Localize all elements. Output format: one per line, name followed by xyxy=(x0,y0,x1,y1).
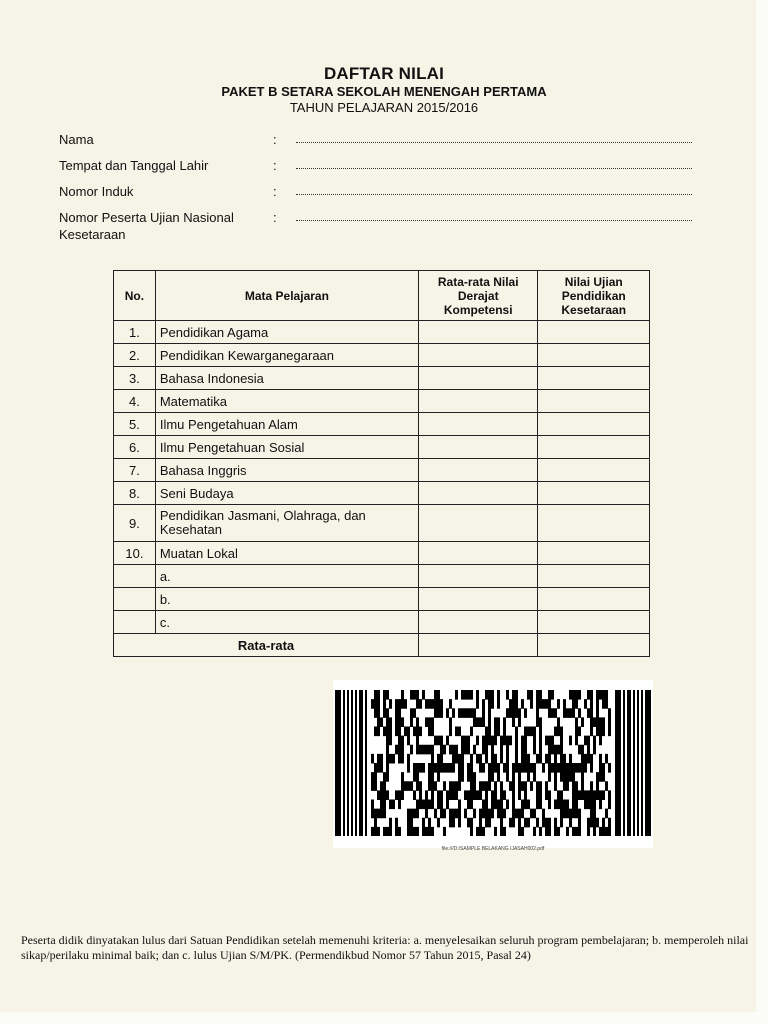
table-row xyxy=(114,505,650,542)
document-header xyxy=(0,64,768,116)
identity-row-birth xyxy=(59,157,699,183)
competency-cell xyxy=(418,321,537,344)
row-subject: Ilmu Pengetahuan Sosial xyxy=(155,436,418,459)
page-edge xyxy=(0,1012,768,1024)
row-no: 1. xyxy=(114,321,156,344)
competency-cell xyxy=(418,413,537,436)
identity-label: Tempat dan Tanggal Lahir xyxy=(59,158,209,173)
exam-cell xyxy=(538,588,650,611)
competency-cell xyxy=(418,542,537,565)
fill-in-line xyxy=(296,142,692,143)
row-subject: Pendidikan Kewarganegaraan xyxy=(155,344,418,367)
competency-cell xyxy=(418,367,537,390)
identity-label: Nomor Peserta Ujian Nasional Kesetaraan xyxy=(59,210,234,242)
page-edge xyxy=(756,0,768,1024)
table-row xyxy=(114,588,650,611)
exam-cell xyxy=(538,367,650,390)
exam-cell xyxy=(538,482,650,505)
identity-colon: : xyxy=(273,158,277,173)
table-row xyxy=(114,542,650,565)
row-subject: Ilmu Pengetahuan Alam xyxy=(155,413,418,436)
table-row xyxy=(114,413,650,436)
competency-cell xyxy=(418,344,537,367)
table-header-row xyxy=(114,271,650,321)
average-label: Rata-rata xyxy=(114,634,419,657)
exam-average-cell xyxy=(538,634,650,657)
competency-average-cell xyxy=(418,634,537,657)
competency-cell xyxy=(418,436,537,459)
table-row xyxy=(114,321,650,344)
row-subject: Matematika xyxy=(155,390,418,413)
exam-cell xyxy=(538,413,650,436)
row-subject: Pendidikan Agama xyxy=(155,321,418,344)
exam-cell xyxy=(538,459,650,482)
row-no xyxy=(114,588,156,611)
row-subject: Muatan Lokal xyxy=(155,542,418,565)
fill-in-line xyxy=(296,168,692,169)
row-no: 2. xyxy=(114,344,156,367)
document-subtitle: PAKET B SETARA SEKOLAH MENENGAH PERTAMA xyxy=(221,84,547,99)
competency-cell xyxy=(418,565,537,588)
competency-cell xyxy=(418,505,537,542)
exam-cell xyxy=(538,436,650,459)
row-no: 9. xyxy=(114,505,156,542)
table-row xyxy=(114,611,650,634)
identity-colon: : xyxy=(273,132,277,147)
average-row xyxy=(114,634,650,657)
table-row xyxy=(114,344,650,367)
header-competency: Rata-rata Nilai Derajat Kompetensi xyxy=(418,271,537,321)
table-row xyxy=(114,436,650,459)
row-no xyxy=(114,611,156,634)
academic-year: TAHUN PELAJARAN 2015/2016 xyxy=(289,100,479,115)
exam-cell xyxy=(538,611,650,634)
row-subject: Bahasa Indonesia xyxy=(155,367,418,390)
exam-cell xyxy=(538,321,650,344)
identity-colon: : xyxy=(273,184,277,199)
competency-cell xyxy=(418,459,537,482)
row-subject: Seni Budaya xyxy=(155,482,418,505)
competency-cell xyxy=(418,588,537,611)
identity-row-student-number xyxy=(59,183,699,209)
fill-in-line xyxy=(296,220,692,221)
header-no: No. xyxy=(114,271,156,321)
header-subject: Mata Pelajaran xyxy=(155,271,418,321)
identity-row-name xyxy=(59,131,699,157)
barcode-area xyxy=(333,680,653,852)
row-subject: Bahasa Inggris xyxy=(155,459,418,482)
competency-cell xyxy=(418,482,537,505)
table-row xyxy=(114,565,650,588)
identity-section xyxy=(59,131,699,242)
footer-note: Peserta didik dinyatakan lulus dari Satuan Pendidikan setelah memenuhi kriteria: a. menyelesaikan seluruh program pembelajaran; b. memperoleh nilai sikap/perilaku minimal baik; dan c. lulus Ujian S/M/PK. (Permendikbud Nomor 57 Tahun 2015, Pasal 24) xyxy=(21,933,749,962)
competency-cell xyxy=(418,611,537,634)
exam-cell xyxy=(538,390,650,413)
row-no: 8. xyxy=(114,482,156,505)
exam-cell xyxy=(538,565,650,588)
fill-in-line xyxy=(296,194,692,195)
table-row xyxy=(114,367,650,390)
identity-colon: : xyxy=(273,210,277,225)
row-subject: c. xyxy=(155,611,418,634)
grades-table xyxy=(113,270,650,657)
row-no: 7. xyxy=(114,459,156,482)
row-subject: a. xyxy=(155,565,418,588)
row-subject: b. xyxy=(155,588,418,611)
row-subject: Pendidikan Jasmani, Olahraga, dan Kesehatan xyxy=(155,505,418,542)
row-no: 10. xyxy=(114,542,156,565)
file-path-caption: file:///D:/SAMPLE BELAKANG IJASAH002.pdf xyxy=(441,846,545,852)
table-row xyxy=(114,390,650,413)
table-row xyxy=(114,482,650,505)
row-no xyxy=(114,565,156,588)
document-title: DAFTAR NILAI xyxy=(323,64,445,83)
barcode-image xyxy=(335,690,651,836)
identity-label: Nomor Induk xyxy=(59,184,134,199)
table-row xyxy=(114,459,650,482)
row-no: 5. xyxy=(114,413,156,436)
exam-cell xyxy=(538,542,650,565)
competency-cell xyxy=(418,390,537,413)
exam-cell xyxy=(538,344,650,367)
header-exam: Nilai Ujian Pendidikan Kesetaraan xyxy=(538,271,650,321)
row-no: 3. xyxy=(114,367,156,390)
row-no: 4. xyxy=(114,390,156,413)
identity-label: Nama xyxy=(59,132,94,147)
exam-cell xyxy=(538,505,650,542)
row-no: 6. xyxy=(114,436,156,459)
identity-row-exam-number xyxy=(59,209,699,242)
